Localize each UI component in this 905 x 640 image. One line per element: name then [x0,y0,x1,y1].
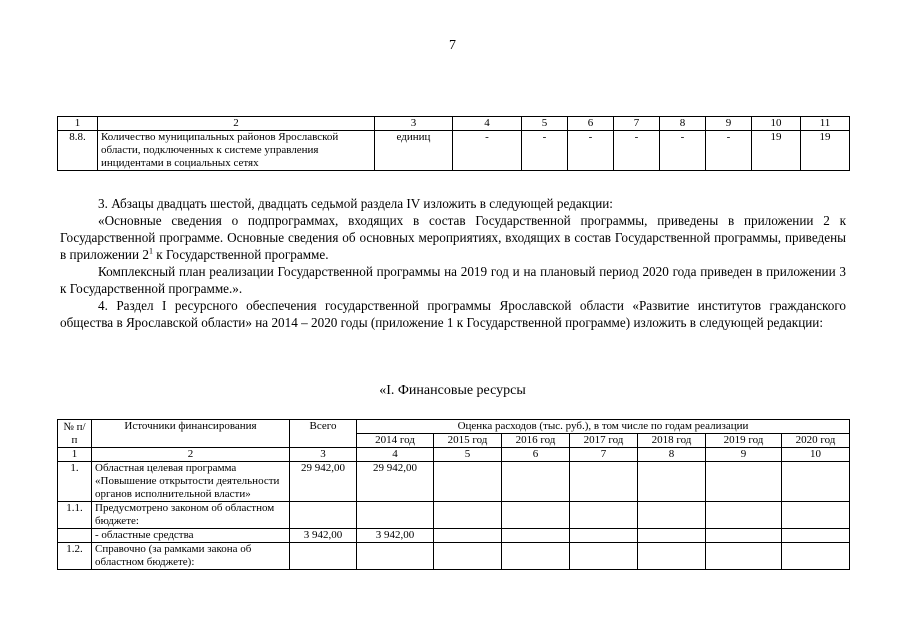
year-cell [638,462,706,502]
value-cell: - [568,131,614,171]
year-cell [502,502,570,529]
value-cell: - [614,131,660,171]
value-cell: 19 [801,131,850,171]
total-cell: 3 942,00 [290,529,357,543]
row-number: 1.1. [58,502,92,529]
column-number: 6 [568,117,614,131]
paragraph-plan: Комплексный план реализации Государственной программы на 2019 год и на плановый период 2020 года приведен в приложении 3 к Государственной программе.». [60,264,846,296]
indicator-name: Количество муниципальных районов Ярославской области, подключенных к системе управления инцидентами в социальных сетях [98,131,375,171]
column-number: 7 [614,117,660,131]
year-cell [502,543,570,570]
year-cell [570,543,638,570]
source-cell: - областные средства [92,529,290,543]
column-number: 5 [434,448,502,462]
year-cell [570,462,638,502]
year-cell [434,529,502,543]
year-cell [502,529,570,543]
source-cell: Справочно (за рамками закона об областном бюджете): [92,543,290,570]
header-number: № п/п [58,420,92,448]
table-row [58,543,850,570]
paragraph-quote [60,212,846,263]
column-number: 4 [357,448,434,462]
column-number: 10 [752,117,801,131]
header-year: 2016 год [502,434,570,448]
header-year: 2019 год [706,434,782,448]
year-cell: 29 942,00 [357,462,434,502]
column-number: 3 [375,117,453,131]
year-cell [638,543,706,570]
source-cell: Предусмотрено законом об областном бюджете: [92,502,290,529]
column-number: 1 [58,117,98,131]
table-header-row [58,420,850,434]
year-cell [782,502,850,529]
indicators-table [57,116,850,171]
table-row [58,131,850,171]
column-number: 10 [782,448,850,462]
column-number: 6 [502,448,570,462]
paragraph-text: «Основные сведения о подпрограммах, входящих в состав Государственной программы, приведены в приложении 2 к Государственной программе. Основные сведения об основных мероприятиях, входящих в состав Государственной программы, приведены в приложении 2 [60,213,846,262]
paragraph-text: к Государственной программе. [152,247,329,262]
table-header-row [58,117,850,131]
total-cell [290,502,357,529]
year-cell [782,462,850,502]
year-cell [706,502,782,529]
paragraph-3: 3. Абзацы двадцать шестой, двадцать седьмой раздела IV изложить в следующей редакции: [98,196,613,211]
year-cell [434,462,502,502]
row-number: 1. [58,462,92,502]
header-year: 2017 год [570,434,638,448]
year-cell [570,502,638,529]
total-cell [290,543,357,570]
header-year: 2020 год [782,434,850,448]
header-year: 2018 год [638,434,706,448]
table-row [58,529,850,543]
column-numbers-row [58,448,850,462]
total-cell: 29 942,00 [290,462,357,502]
column-number: 8 [638,448,706,462]
column-number: 3 [290,448,357,462]
value-cell: - [522,131,568,171]
table-row [58,462,850,502]
year-cell [434,502,502,529]
column-number: 2 [98,117,375,131]
header-estimate: Оценка расходов (тыс. руб.), в том числе по годам реализации [357,420,850,434]
value-cell: - [660,131,706,171]
year-cell [502,462,570,502]
column-number: 9 [706,448,782,462]
header-year: 2014 год [357,434,434,448]
year-cell [570,529,638,543]
table-row [58,502,850,529]
year-cell [357,543,434,570]
column-number: 11 [801,117,850,131]
header-source: Источники финансирования [92,420,290,448]
year-cell [782,543,850,570]
column-number: 5 [522,117,568,131]
year-cell [782,529,850,543]
value-cell: - [453,131,522,171]
year-cell [638,529,706,543]
financial-resources-table [57,419,850,570]
year-cell [706,543,782,570]
header-total: Всего [290,420,357,448]
year-cell: 3 942,00 [357,529,434,543]
row-number: 8.8. [58,131,98,171]
value-cell: 19 [752,131,801,171]
row-number: 1.2. [58,543,92,570]
column-number: 4 [453,117,522,131]
section-title: «I. Финансовые ресурсы [379,383,526,398]
paragraph-4: 4. Раздел I ресурсного обеспечения государственной программы Ярославской области «Развитие институтов гражданского общества в Ярославской области» на 2014 – 2020 годы (приложение 1 к Государственной программе) изложить в следующей редакции: [60,298,846,330]
column-number: 7 [570,448,638,462]
year-cell [706,462,782,502]
year-cell [638,502,706,529]
column-number: 8 [660,117,706,131]
year-cell [706,529,782,543]
superscript: 1 [148,246,153,256]
source-cell: Областная целевая программа «Повышение открытости деятельности органов исполнительной власти» [92,462,290,502]
column-number: 2 [92,448,290,462]
year-cell [357,502,434,529]
page-number: 7 [449,38,456,53]
value-cell: - [706,131,752,171]
column-number: 9 [706,117,752,131]
header-year: 2015 год [434,434,502,448]
column-number: 1 [58,448,92,462]
year-cell [434,543,502,570]
row-number [58,529,92,543]
unit-cell: единиц [375,131,453,171]
